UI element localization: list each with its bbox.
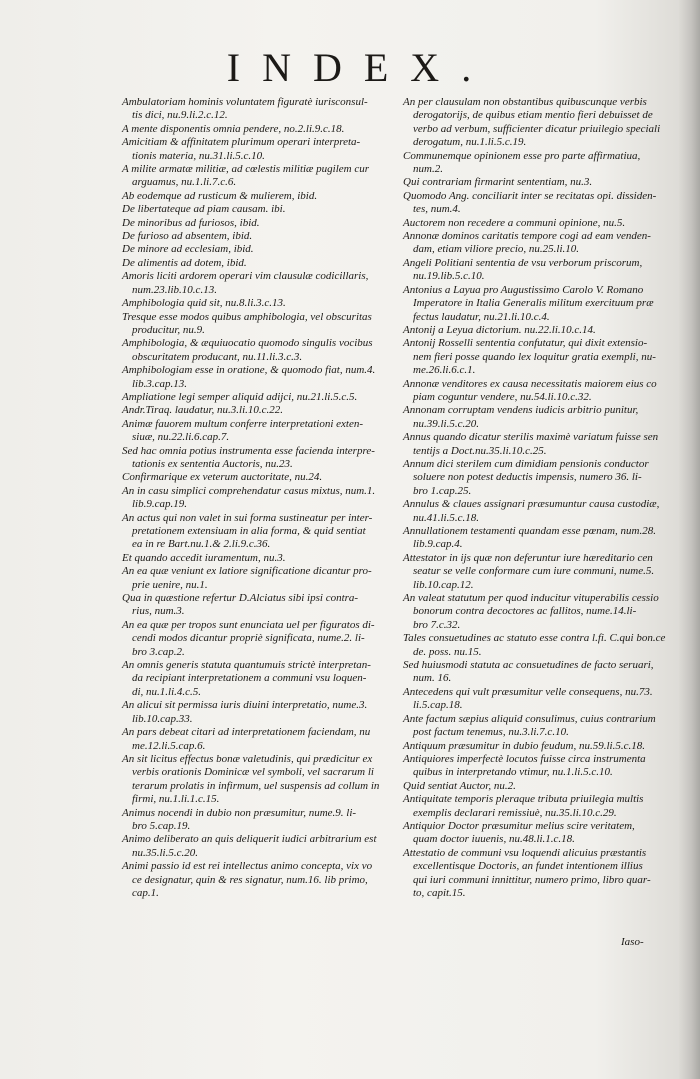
index-entry-continuation: lib.9.cap.19. bbox=[132, 498, 187, 511]
index-entry bbox=[122, 364, 394, 391]
index-entry-line: Antiquior Doctor præsumitur melius scire veritatem, bbox=[403, 819, 635, 832]
index-entry bbox=[403, 793, 673, 820]
index-entry-continuation: bro 1.cap.25. bbox=[413, 484, 472, 497]
index-entry-line: Animus nocendi in dubio non præsumitur, nume.9. li- bbox=[122, 806, 357, 819]
index-entry bbox=[122, 418, 394, 445]
index-entry-line: De furioso ad absentem, ibid. bbox=[122, 230, 253, 243]
index-entry-line: De alimentis ad dotem, ibid. bbox=[122, 256, 247, 269]
page-gutter-shadow bbox=[678, 0, 700, 1079]
index-entry bbox=[403, 378, 673, 405]
index-column-left bbox=[122, 96, 394, 900]
index-entry bbox=[122, 699, 394, 726]
index-entry-line: An in casu simplici comprehendatur casus mixtus, num.1. bbox=[122, 484, 376, 497]
index-entry bbox=[403, 404, 673, 431]
index-entry-continuation: derogatum, nu.1.li.5.c.19. bbox=[413, 136, 527, 149]
index-entry bbox=[403, 458, 673, 498]
index-entry-line: Communemque opinionem esse pro parte affirmatiua, bbox=[403, 149, 641, 162]
index-entry bbox=[403, 632, 673, 659]
index-entry-line: Annullationem testamenti quandam esse pœnam, num.28. bbox=[403, 525, 656, 537]
index-entry-line: Andr.Tiraq. laudatur, nu.3.li.10.c.22. bbox=[122, 404, 284, 417]
index-entry-line: Annulus & claues assignari præsumuntur causa custodiæ, bbox=[403, 498, 660, 511]
index-entry bbox=[122, 217, 394, 230]
index-entry-line: Antonij Rosselli sententia confutatur, qui dixit extensio- bbox=[403, 337, 648, 350]
index-entry-line: An omnis generis statuta quantumuis strictè interpretan- bbox=[122, 659, 371, 672]
index-entry-line: Attestator in ijs quæ non deferuntur iure hæreditario cen bbox=[403, 551, 653, 564]
index-entry bbox=[403, 753, 673, 780]
index-entry bbox=[122, 270, 394, 297]
index-entry bbox=[122, 136, 394, 163]
index-entry bbox=[122, 860, 394, 900]
index-entry-continuation: ea in re Bart.nu.1.& 2.li.9.c.36. bbox=[132, 538, 271, 551]
index-entry-continuation: fectus laudatur, nu.21.li.10.c.4. bbox=[413, 310, 550, 323]
index-entry bbox=[403, 324, 673, 337]
index-entry-continuation: exemplis declarari remissiuè, nu.35.li.10.c.29. bbox=[413, 806, 617, 819]
index-entry bbox=[403, 820, 673, 847]
index-entry-line: Annonam corruptam vendens iudicis arbitrio punitur, bbox=[403, 404, 639, 417]
index-entry-line: Animæ fauorem multum conferre interpretationi exten- bbox=[122, 417, 364, 430]
index-entry bbox=[122, 230, 394, 243]
index-entry-continuation: siuæ, nu.22.li.6.cap.7. bbox=[132, 431, 230, 444]
index-entry-line: De minoribus ad furiosos, ibid. bbox=[122, 216, 260, 229]
index-entry-continuation: dam, etiam viliore precio, nu.25.li.10. bbox=[413, 243, 579, 256]
index-entry-line: Quomodo Ang. conciliarit inter se recitatas opi. dissiden- bbox=[403, 189, 657, 202]
index-entry bbox=[122, 123, 394, 136]
index-entry-continuation: firmi, nu.1.li.1.c.15. bbox=[132, 793, 220, 806]
index-entry-continuation: post factum tenemus, nu.3.li.7.c.10. bbox=[413, 726, 569, 739]
index-entry-line: Antiquiores imperfectè locutos fuisse circa instrumenta bbox=[403, 752, 646, 765]
index-entry-line: De libertateque ad piam causam. ibi. bbox=[122, 203, 286, 216]
index-entry-continuation: li.5.cap.18. bbox=[413, 699, 463, 712]
index-entry-continuation: rius, num.3. bbox=[132, 605, 185, 618]
index-entry-continuation: verbo ad verbum, sufficienter dicatur priuilegio speciali bbox=[413, 122, 661, 135]
index-entry-line: Amphibologia, & æquiuocatio quomodo singulis vocibus bbox=[122, 337, 373, 350]
index-entry-continuation: to, capit.15. bbox=[413, 886, 466, 899]
index-entry-line: Auctorem non recedere a communi opinione, nu.5. bbox=[403, 216, 626, 229]
index-entry-line: Ab eodemque ad rusticum & mulierem, ibid. bbox=[122, 189, 318, 202]
index-entry-continuation: me.12.li.5.cap.6. bbox=[132, 739, 206, 752]
index-entry-line: An valeat statutum per quod inducitur vituperabilis cessio bbox=[403, 592, 659, 605]
index-entry bbox=[403, 740, 673, 753]
index-entry-line: De minore ad ecclesiam, ibid. bbox=[122, 243, 254, 256]
index-entry bbox=[403, 230, 673, 257]
index-entry-line: Amicitiam & affinitatem plurimum operari interpreta- bbox=[122, 136, 361, 149]
index-entry bbox=[122, 96, 394, 123]
index-entry bbox=[403, 592, 673, 632]
index-entry-continuation: pretationem extensiuam in alia forma, & quid sentiat bbox=[132, 525, 366, 537]
index-entry-line: An sit licitus effectus bonæ valetudinis, qui prædicitur ex bbox=[122, 752, 373, 765]
index-entry-line: An ea quæ veniunt ex latiore significatione dicantur pro- bbox=[122, 565, 372, 578]
index-entry-continuation: qui iuri communi innittitur, numero primo, libro quar- bbox=[413, 873, 651, 886]
index-entry-line: Annonæ dominos caritatis tempore cogi ad eam venden- bbox=[403, 230, 651, 243]
index-entry-line: Ampliatione legi semper aliquid adijci, nu.21.li.5.c.5. bbox=[122, 390, 358, 403]
index-entry bbox=[403, 847, 673, 901]
index-entry-line: An per clausulam non obstantibus quibuscunque verbis bbox=[403, 96, 647, 108]
index-entry-continuation: lib.3.cap.13. bbox=[132, 377, 187, 390]
index-entry bbox=[122, 659, 394, 699]
index-entry-continuation: cendi modos dicantur propriè significata, nume.2. li- bbox=[132, 632, 365, 645]
index-entry-continuation: nu.39.li.5.c.20. bbox=[413, 417, 479, 430]
index-entry bbox=[122, 203, 394, 216]
index-entry-continuation: quam doctor iuuenis, nu.48.li.1.c.18. bbox=[413, 833, 575, 846]
index-entry bbox=[122, 311, 394, 338]
index-entry bbox=[403, 552, 673, 592]
index-entry bbox=[122, 190, 394, 203]
index-entry bbox=[122, 257, 394, 270]
index-entry-line: Ante factum sæpius aliquid consulimus, cuius contrarium bbox=[403, 712, 656, 725]
index-entry-continuation: tis dici, nu.9.li.2.c.12. bbox=[132, 109, 228, 122]
index-entry bbox=[122, 163, 394, 190]
index-entry-line: Annonæ venditores ex causa necessitatis maiorem eius co bbox=[403, 377, 657, 390]
index-entry-continuation: excellentisque Doctoris, an fundet intentionem illius bbox=[413, 860, 643, 873]
index-entry-line: Amphibologiam esse in oratione, & quomodo fiat, num.4. bbox=[122, 364, 376, 377]
index-entry bbox=[403, 284, 673, 324]
index-entry-continuation: bonorum contra decoctores ac fallitos, nume.14.li- bbox=[413, 605, 637, 618]
index-entry-line: Attestatio de communi vsu loquendi alicuius præstantis bbox=[403, 846, 647, 859]
index-entry-continuation: prie uenire, nu.1. bbox=[132, 578, 208, 591]
index-entry-line: Qua in quæstione refertur D.Alciatus sibi ipsi contra- bbox=[122, 592, 359, 605]
index-entry-line: An ea quæ per tropos sunt enunciata uel per figuratos di- bbox=[122, 618, 375, 631]
index-entry-line: A mente disponentis omnia pendere, no.2.li.9.c.18. bbox=[122, 122, 345, 135]
index-entry-continuation: cap.1. bbox=[132, 886, 159, 899]
index-entry-continuation: lib.10.cap.12. bbox=[413, 578, 474, 591]
index-entry-line: Quid sentiat Auctor, nu.2. bbox=[403, 779, 516, 792]
index-entry-continuation: piam coguntur vendere, nu.54.li.10.c.32. bbox=[413, 390, 592, 403]
index-entry-continuation: di, nu.1.li.4.c.5. bbox=[132, 685, 202, 698]
index-entry-continuation: lib.10.cap.33. bbox=[132, 712, 193, 725]
index-entry-continuation: nu.41.li.5.c.18. bbox=[413, 511, 479, 524]
index-entry-continuation: bro 5.cap.19. bbox=[132, 819, 191, 832]
index-entry-line: Sed huiusmodi statuta ac consuetudines de facto seruari, bbox=[403, 659, 654, 672]
index-entry-continuation: da recipiant interpretationem a communi vsu loquen- bbox=[132, 672, 367, 685]
index-entry bbox=[403, 659, 673, 686]
index-entry bbox=[122, 753, 394, 807]
index-entry-line: Sed hac omnia potius instrumenta esse facienda interpre- bbox=[122, 444, 375, 457]
index-entry bbox=[122, 512, 394, 552]
index-entry bbox=[403, 525, 673, 552]
index-entry bbox=[403, 217, 673, 230]
index-entry bbox=[122, 337, 394, 364]
index-entry-continuation: tationis ex sententia Auctoris, nu.23. bbox=[132, 457, 293, 470]
index-entry bbox=[403, 257, 673, 284]
index-entry bbox=[122, 485, 394, 512]
index-entry-continuation: terarum prolatis in infirmum, uel suspensis ad collum in bbox=[132, 779, 380, 792]
index-entry bbox=[403, 686, 673, 713]
index-entry-continuation: soluere non potest deductis impensis, numero 36. li- bbox=[413, 471, 642, 484]
index-entry bbox=[122, 833, 394, 860]
index-entry-line: Animo deliberato an quis deliquerit iudici arbitrarium est bbox=[122, 833, 377, 846]
index-entry-line: Antecedens qui vult præsumitur velle consequens, nu.73. bbox=[403, 685, 653, 698]
index-entry-continuation: num.2. bbox=[413, 163, 443, 176]
index-entry-continuation: arguamus, nu.1.li.7.c.6. bbox=[132, 176, 237, 189]
index-entry bbox=[122, 807, 394, 834]
index-entry bbox=[403, 431, 673, 458]
index-entry bbox=[403, 190, 673, 217]
index-entry-continuation: quibus in interpretando vtimur, nu.1.li.5.c.10. bbox=[413, 766, 613, 779]
index-entry-continuation: nu.19.lib.5.c.10. bbox=[413, 270, 485, 283]
index-entry-line: Amphibologia quid sit, nu.8.li.3.c.13. bbox=[122, 297, 286, 310]
index-entry-continuation: nem fieri posse quando lex loquitur gratia exempli, nu- bbox=[413, 350, 656, 363]
index-entry-line: An actus qui non valet in sui forma sustineatur per inter- bbox=[122, 511, 373, 524]
index-entry-continuation: de. poss. nu.15. bbox=[413, 645, 482, 658]
index-entry-line: Antiquum præsumitur in dubio feudum, nu.59.li.5.c.18. bbox=[403, 739, 645, 752]
index-entry bbox=[403, 780, 673, 793]
catchword: Iaso- bbox=[621, 936, 644, 948]
index-entry-continuation: nu.35.li.5.c.20. bbox=[132, 846, 198, 859]
index-entry-continuation: lib.9.cap.4. bbox=[413, 538, 463, 551]
index-entry bbox=[122, 404, 394, 417]
index-entry-continuation: Imperatore in Italia Generalis militum exercituum præ bbox=[413, 297, 654, 310]
index-entry-line: Tales consuetudines ac statuto esse contra l.fi. C.qui bon.ce bbox=[403, 632, 666, 645]
index-entry-continuation: obscuritatem producant, nu.11.li.3.c.3. bbox=[132, 350, 303, 363]
index-entry bbox=[403, 498, 673, 525]
index-entry-line: Antonius a Layua pro Augustissimo Carolo V. Romano bbox=[403, 283, 644, 296]
index-entry bbox=[122, 552, 394, 565]
index-entry bbox=[403, 150, 673, 177]
index-entry-line: An alicui sit permissa iuris diuini interpretatio, nume.3. bbox=[122, 699, 368, 712]
index-entry-continuation: num. 16. bbox=[413, 672, 452, 685]
index-entry bbox=[122, 619, 394, 659]
index-entry bbox=[122, 297, 394, 310]
index-entry bbox=[122, 726, 394, 753]
index-entry-continuation: tionis materia, nu.31.li.5.c.10. bbox=[132, 149, 265, 162]
index-entry-continuation: me.26.li.6.c.1. bbox=[413, 364, 476, 377]
index-entry-line: Amoris liciti ardorem operari vim clausulæ codicillaris, bbox=[122, 270, 369, 283]
index-entry bbox=[122, 445, 394, 472]
index-entry-line: Ambulatoriam hominis voluntatem figuratè iurisconsul- bbox=[122, 96, 368, 108]
index-entry bbox=[403, 96, 673, 150]
index-entry-line: Antiquitate temporis pleraque tributa priuilegia multis bbox=[403, 793, 644, 806]
index-entry-line: An pars debeat citari ad interpretationem faciendam, nu bbox=[122, 726, 371, 739]
index-entry bbox=[122, 565, 394, 592]
index-entry-continuation: producitur, nu.9. bbox=[132, 323, 205, 336]
index-entry-line: Angeli Politiani sententia de vsu verborum priscorum, bbox=[403, 256, 643, 269]
index-entry-line: Confirmarique ex veterum auctoritate, nu.24. bbox=[122, 471, 323, 484]
index-entry-line: Annum dici sterilem cum dimidiam pensionis conductor bbox=[403, 457, 649, 470]
index-entry-continuation: bro 3.cap.2. bbox=[132, 645, 185, 658]
page-title: INDEX. bbox=[226, 45, 494, 90]
index-entry-continuation: ce designatur, quin & res signatur, num.16. lib primo, bbox=[132, 873, 368, 886]
index-entry-continuation: verbis orationis Dominicæ vel symboli, vel sacrarum li bbox=[132, 766, 374, 779]
index-entry bbox=[122, 391, 394, 404]
index-entry-continuation: derogatorijs, de quibus etiam mentio fieri debuisset de bbox=[413, 109, 653, 122]
index-entry-line: Antonij a Leyua dictorium. nu.22.li.10.c.14. bbox=[403, 323, 596, 336]
index-entry-continuation: tentijs a Doct.nu.35.li.10.c.25. bbox=[413, 444, 547, 457]
index-entry-continuation: tes, num.4. bbox=[413, 203, 461, 216]
index-entry bbox=[122, 243, 394, 256]
index-entry-line: Qui contrariam firmarint sententiam, nu.3. bbox=[403, 176, 593, 189]
index-entry bbox=[122, 471, 394, 484]
index-entry bbox=[403, 713, 673, 740]
index-entry bbox=[403, 337, 673, 377]
index-entry bbox=[122, 592, 394, 619]
index-entry-line: A milite armatæ militiæ, ad cœlestis militiæ pugilem cur bbox=[122, 163, 369, 176]
index-entry-continuation: seatur se velle conformare cum iure communi, nume.5. bbox=[413, 565, 655, 578]
index-entry-continuation: bro 7.c.32. bbox=[413, 618, 461, 631]
index-entry bbox=[403, 176, 673, 189]
index-entry-line: Tresque esse modos quibus amphibologia, vel obscuritas bbox=[122, 310, 372, 323]
index-entry-line: Et quando accedit iuramentum, nu.3. bbox=[122, 551, 286, 564]
index-entry-line: Animi passio id est rei intellectus animo concepta, vix vo bbox=[122, 860, 373, 873]
index-column-right bbox=[403, 96, 673, 900]
index-entry-line: Annus quando dicatur sterilis maximè variatum fuisse sen bbox=[403, 431, 659, 444]
index-entry-continuation: num.23.lib.10.c.13. bbox=[132, 283, 217, 296]
